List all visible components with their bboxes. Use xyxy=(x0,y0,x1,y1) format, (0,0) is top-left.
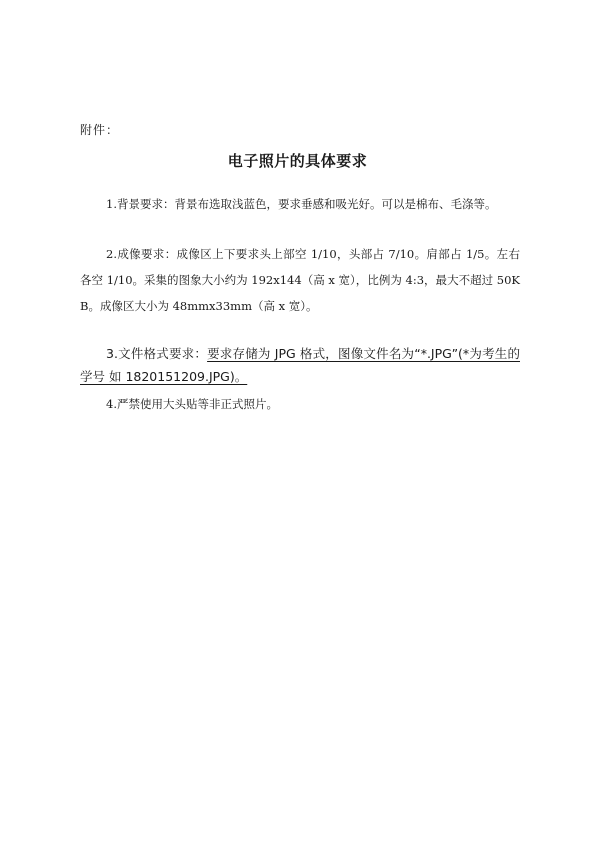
document-title: 电子照片的具体要求 xyxy=(227,152,368,170)
requirement-background: 1.背景要求：背景布选取浅蓝色，要求垂感和吸光好。可以是棉布、毛涤等。 xyxy=(106,196,497,211)
requirement-imaging: 2.成像要求：成像区上下要求头上部空 1/10，头部占 7/10。肩部占 1/5。左右各空 1/10。采集的图象大小约为 192x144（高 x 宽），比例为 4:3，最大不超过 50KB。成像区大小为 48mmx33mm（高 x 宽）。 xyxy=(80,246,520,313)
requirement-file-format xyxy=(80,342,520,388)
requirement-no-sticker-photos: 4.严禁使用大头贴等非正式照片。 xyxy=(106,396,278,411)
file-format-detail: 要求存储为 JPG 格式，图像文件名为“*.JPG”(*为考生的学号 如 1820151209.JPG)。 xyxy=(80,345,520,384)
attachment-label: 附件： xyxy=(80,123,120,137)
file-format-lead: 3.文件格式要求： xyxy=(106,345,208,361)
